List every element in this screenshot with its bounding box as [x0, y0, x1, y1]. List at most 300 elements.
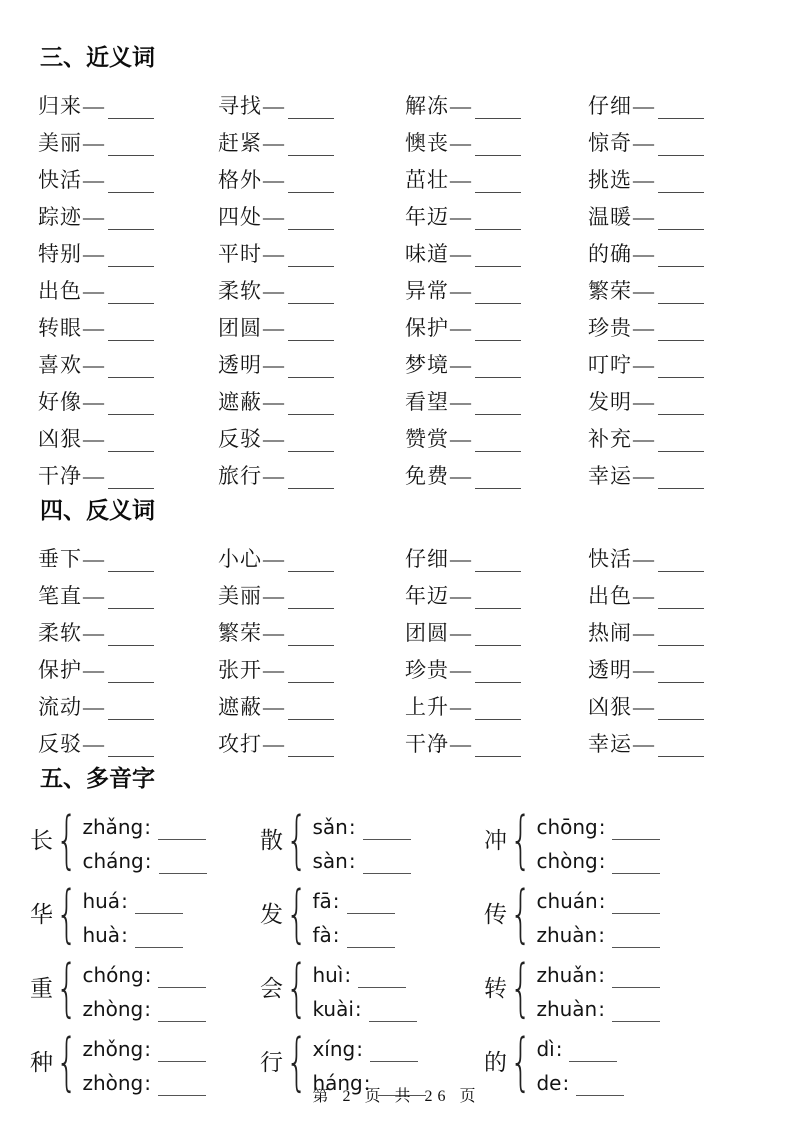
pinyin-text: zhòng [82, 1071, 144, 1095]
pinyin-text: dì [536, 1037, 555, 1061]
dash-separator: — [450, 168, 471, 192]
dash-separator: — [633, 353, 654, 377]
answer-blank [288, 257, 334, 267]
word-text: 转眼 [38, 316, 82, 340]
answer-blank [658, 442, 704, 452]
word-text: 上升 [405, 695, 449, 719]
word-entry [38, 378, 218, 415]
answer-blank [108, 368, 154, 378]
reading-line [312, 914, 394, 948]
word-entry [405, 720, 588, 757]
pinyin-text: zhuàn [536, 997, 598, 1021]
answer-blank [612, 905, 660, 914]
pinyin-text: huà [82, 923, 121, 947]
word-entry [218, 156, 405, 193]
dash-separator: — [263, 732, 284, 756]
answer-blank [363, 831, 411, 840]
dash-separator: — [263, 658, 284, 682]
word-text: 解冻 [405, 94, 449, 118]
colon-separator: : [144, 1037, 151, 1061]
word-text: 珍贵 [588, 316, 632, 340]
dash-separator: — [633, 94, 654, 118]
dash-separator: — [633, 279, 654, 303]
dash-separator: — [450, 584, 471, 608]
readings-list [312, 806, 410, 874]
pinyin-text: chòng [536, 849, 598, 873]
word-text: 珍贵 [405, 658, 449, 682]
word-text: 张开 [218, 658, 262, 682]
reading-line [312, 954, 416, 988]
answer-blank [475, 442, 521, 452]
reading-line [82, 840, 206, 874]
readings-list [536, 880, 660, 948]
colon-separator: : [562, 1071, 570, 1095]
word-entry [218, 535, 405, 572]
dash-separator: — [83, 621, 104, 645]
word-entry [588, 683, 763, 720]
polyphone-character: 传 [484, 901, 507, 927]
answer-blank [658, 562, 704, 572]
readings-list [312, 954, 416, 1022]
word-text: 茁壮 [405, 168, 449, 192]
colon-separator: : [121, 889, 128, 913]
word-entry [405, 415, 588, 452]
answer-blank [658, 636, 704, 646]
dash-separator: — [263, 131, 284, 155]
word-text: 特别 [38, 242, 82, 266]
pinyin-text: huá [82, 889, 121, 913]
left-brace-icon: { [509, 1025, 532, 1098]
reading-line [82, 914, 182, 948]
dash-separator: — [633, 316, 654, 340]
word-text: 寻找 [218, 94, 262, 118]
word-entry [405, 341, 588, 378]
answer-blank [108, 294, 154, 304]
word-text: 快活 [588, 547, 632, 571]
colon-separator: : [144, 1071, 151, 1095]
word-entry [405, 156, 588, 193]
answer-blank [288, 747, 334, 757]
word-text: 热闹 [588, 621, 632, 645]
polyphone-item [260, 951, 484, 1025]
dash-separator: — [83, 464, 104, 488]
answer-blank [288, 673, 334, 683]
reading-line [536, 914, 660, 948]
dash-separator: — [263, 205, 284, 229]
word-text: 透明 [218, 353, 262, 377]
left-brace-icon: { [285, 951, 308, 1024]
answer-blank [288, 294, 334, 304]
word-entry [218, 341, 405, 378]
dash-separator: — [450, 732, 471, 756]
colon-separator: : [598, 997, 605, 1021]
answer-blank [475, 673, 521, 683]
answer-blank [658, 673, 704, 683]
word-text: 梦境 [405, 353, 449, 377]
section-synonyms [38, 42, 763, 489]
pinyin-text: cháng [82, 849, 144, 873]
colon-separator: : [144, 815, 152, 839]
word-entry [588, 378, 763, 415]
word-entry [405, 535, 588, 572]
dash-separator: — [633, 621, 654, 645]
answer-blank [358, 979, 406, 988]
dash-separator: — [633, 584, 654, 608]
word-text: 好像 [38, 390, 82, 414]
answer-blank [658, 146, 704, 156]
polyphone-item [484, 877, 763, 951]
word-entry [588, 609, 763, 646]
answer-blank [108, 405, 154, 415]
word-text: 快活 [38, 168, 82, 192]
left-brace-icon: { [55, 951, 78, 1024]
answer-blank [475, 405, 521, 415]
answer-blank [658, 710, 704, 720]
answer-blank [475, 747, 521, 757]
answer-blank [108, 146, 154, 156]
page-number-label: 第 2 页 共 26 页 [312, 1088, 481, 1105]
dash-separator: — [633, 131, 654, 155]
word-entry [218, 452, 405, 489]
word-text: 繁荣 [588, 279, 632, 303]
answer-blank [363, 865, 411, 874]
readings-list [536, 954, 660, 1022]
answer-blank [288, 146, 334, 156]
pinyin-text: kuài [312, 997, 354, 1021]
dash-separator: — [633, 168, 654, 192]
dash-separator: — [83, 205, 104, 229]
word-entry [218, 683, 405, 720]
word-entry [218, 720, 405, 757]
word-text: 遮蔽 [218, 695, 262, 719]
pinyin-text: háng [312, 1071, 363, 1095]
readings-list [82, 954, 206, 1022]
colon-separator: : [363, 1071, 371, 1095]
dash-separator: — [263, 168, 284, 192]
dash-separator: — [83, 584, 104, 608]
dash-separator: — [83, 131, 104, 155]
word-text: 四处 [218, 205, 262, 229]
dash-separator: — [633, 464, 654, 488]
left-brace-icon: { [55, 877, 78, 950]
word-text: 赶紧 [218, 131, 262, 155]
dash-separator: — [450, 279, 471, 303]
answer-blank [108, 673, 154, 683]
dash-separator: — [263, 547, 284, 571]
word-entry [218, 378, 405, 415]
pinyin-text: fā [312, 889, 332, 913]
word-entry [38, 415, 218, 452]
word-entry [588, 119, 763, 156]
dash-separator: — [263, 464, 284, 488]
answer-blank [612, 831, 660, 840]
answer-blank [288, 109, 334, 119]
colon-separator: : [598, 923, 605, 947]
word-text: 笔直 [38, 584, 82, 608]
dash-separator: — [450, 316, 471, 340]
word-text: 反驳 [38, 732, 82, 756]
colon-separator: : [598, 889, 606, 913]
word-text: 年迈 [405, 205, 449, 229]
polyphone-character: 散 [260, 827, 283, 853]
pinyin-text: zhǒng [82, 1037, 144, 1061]
word-text: 幸运 [588, 464, 632, 488]
word-text: 小心 [218, 547, 262, 571]
word-text: 美丽 [38, 131, 82, 155]
word-entry [38, 119, 218, 156]
reading-line [536, 1028, 624, 1062]
left-brace-icon: { [285, 803, 308, 876]
word-text: 团圆 [218, 316, 262, 340]
reading-line [82, 988, 206, 1022]
word-text: 免费 [405, 464, 449, 488]
word-entry [38, 82, 218, 119]
word-text: 懊丧 [405, 131, 449, 155]
word-entry [218, 572, 405, 609]
answer-blank [288, 479, 334, 489]
reading-line [312, 988, 416, 1022]
answer-blank [658, 183, 704, 193]
answer-blank [158, 831, 206, 840]
dash-separator: — [83, 279, 104, 303]
answer-blank [475, 331, 521, 341]
readings-list [536, 806, 660, 874]
page-footer [0, 1083, 793, 1106]
word-text: 温暖 [588, 205, 632, 229]
dash-separator: — [633, 732, 654, 756]
word-text: 惊奇 [588, 131, 632, 155]
word-entry [588, 535, 763, 572]
answer-blank [288, 368, 334, 378]
answer-blank [569, 1053, 617, 1062]
word-entry [218, 304, 405, 341]
word-entry [38, 609, 218, 646]
word-entry [588, 193, 763, 230]
polyphone-item [484, 803, 763, 877]
word-text: 叮咛 [588, 353, 632, 377]
word-text: 仔细 [405, 547, 449, 571]
answer-blank [108, 636, 154, 646]
dash-separator: — [633, 547, 654, 571]
reading-line [312, 1028, 425, 1062]
pinyin-text: zhuǎn [536, 963, 598, 987]
answer-blank [612, 865, 660, 874]
left-brace-icon: { [509, 803, 532, 876]
word-text: 格外 [218, 168, 262, 192]
polyphone-character: 冲 [484, 827, 507, 853]
answer-blank [108, 599, 154, 609]
answer-blank [108, 479, 154, 489]
dash-separator: — [450, 205, 471, 229]
word-text: 赞赏 [405, 427, 449, 451]
word-text: 挑选 [588, 168, 632, 192]
word-entry [38, 156, 218, 193]
colon-separator: : [348, 815, 356, 839]
word-entry [38, 720, 218, 757]
pinyin-text: chóng [82, 963, 144, 987]
word-text: 出色 [38, 279, 82, 303]
word-text: 归来 [38, 94, 82, 118]
answer-blank [158, 979, 206, 988]
polyphone-character: 发 [260, 901, 283, 927]
dash-separator: — [633, 658, 654, 682]
reading-line [312, 880, 394, 914]
colon-separator: : [598, 849, 606, 873]
dash-separator: — [633, 242, 654, 266]
colon-separator: : [144, 963, 152, 987]
answer-blank [475, 710, 521, 720]
polyphone-character: 长 [30, 827, 53, 853]
pinyin-text: sàn [312, 849, 348, 873]
section-synonyms-title: 三、近义词 [40, 44, 155, 70]
dash-separator: — [83, 168, 104, 192]
word-entry [218, 267, 405, 304]
answer-blank [108, 220, 154, 230]
answer-blank [288, 442, 334, 452]
word-text: 凶狠 [38, 427, 82, 451]
answer-blank [475, 220, 521, 230]
polyphone-character: 的 [484, 1049, 507, 1075]
dash-separator: — [263, 94, 284, 118]
word-entry [38, 341, 218, 378]
word-text: 透明 [588, 658, 632, 682]
answer-blank [288, 562, 334, 572]
word-entry [588, 572, 763, 609]
left-brace-icon: { [55, 1025, 78, 1098]
colon-separator: : [121, 923, 128, 947]
word-text: 干净 [405, 732, 449, 756]
word-entry [588, 304, 763, 341]
answer-blank [475, 257, 521, 267]
reading-line [536, 954, 660, 988]
answer-blank [475, 479, 521, 489]
word-entry [405, 304, 588, 341]
section-antonyms-title: 四、反义词 [40, 497, 155, 523]
reading-line [536, 840, 660, 874]
answer-blank [158, 1013, 206, 1022]
word-entry [218, 646, 405, 683]
answer-blank [475, 599, 521, 609]
dash-separator: — [263, 279, 284, 303]
word-entry [588, 720, 763, 757]
reading-line [312, 840, 410, 874]
word-entry [38, 267, 218, 304]
colon-separator: : [348, 849, 356, 873]
answer-blank [108, 183, 154, 193]
word-entry [588, 267, 763, 304]
word-text: 幸运 [588, 732, 632, 756]
dash-separator: — [83, 353, 104, 377]
word-text: 柔软 [218, 279, 262, 303]
answer-blank [288, 331, 334, 341]
pinyin-text: fà [312, 923, 332, 947]
colon-separator: : [598, 963, 605, 987]
word-text: 的确 [588, 242, 632, 266]
colon-separator: : [356, 1037, 363, 1061]
word-text: 平时 [218, 242, 262, 266]
word-text: 喜欢 [38, 353, 82, 377]
reading-line [82, 806, 206, 840]
word-text: 垂下 [38, 547, 82, 571]
answer-blank [347, 939, 395, 948]
dash-separator: — [450, 94, 471, 118]
polyphone-item [484, 951, 763, 1025]
readings-list [82, 880, 182, 948]
pinyin-text: zhòng [82, 997, 144, 1021]
word-text: 攻打 [218, 732, 262, 756]
answer-blank [108, 442, 154, 452]
left-brace-icon: { [509, 877, 532, 950]
answer-blank [135, 939, 183, 948]
word-entry [588, 646, 763, 683]
answer-blank [369, 1013, 417, 1022]
section-polyphones [30, 763, 763, 1099]
dash-separator: — [450, 390, 471, 414]
dash-separator: — [450, 242, 471, 266]
word-entry [405, 267, 588, 304]
reading-line [536, 880, 660, 914]
word-entry [405, 82, 588, 119]
section-polyphones-title: 五、多音字 [40, 765, 155, 791]
answer-blank [108, 747, 154, 757]
dash-separator: — [450, 464, 471, 488]
readings-list [82, 806, 206, 874]
word-entry [218, 230, 405, 267]
answer-blank [658, 599, 704, 609]
answer-blank [475, 183, 521, 193]
answer-blank [370, 1053, 418, 1062]
answer-blank [288, 220, 334, 230]
word-text: 补充 [588, 427, 632, 451]
polyphone-character: 种 [30, 1049, 53, 1075]
answer-blank [658, 331, 704, 341]
word-text: 保护 [405, 316, 449, 340]
polyphone-item [30, 877, 260, 951]
word-text: 味道 [405, 242, 449, 266]
colon-separator: : [344, 963, 352, 987]
answer-blank [475, 562, 521, 572]
readings-list [312, 880, 394, 948]
answer-blank [108, 331, 154, 341]
word-text: 踪迹 [38, 205, 82, 229]
word-text: 仔细 [588, 94, 632, 118]
dash-separator: — [263, 695, 284, 719]
dash-separator: — [450, 353, 471, 377]
answer-blank [158, 1053, 206, 1062]
dash-separator: — [450, 695, 471, 719]
word-entry [588, 452, 763, 489]
dash-separator: — [83, 390, 104, 414]
polyphone-item [30, 803, 260, 877]
word-text: 发明 [588, 390, 632, 414]
word-text: 美丽 [218, 584, 262, 608]
word-entry [218, 415, 405, 452]
answer-blank [612, 979, 660, 988]
word-entry [38, 535, 218, 572]
word-text: 流动 [38, 695, 82, 719]
word-entry [588, 415, 763, 452]
answer-blank [658, 109, 704, 119]
dash-separator: — [83, 94, 104, 118]
pinyin-text: sǎn [312, 815, 348, 839]
pinyin-text: de [536, 1071, 562, 1095]
word-entry [405, 572, 588, 609]
word-text: 柔软 [38, 621, 82, 645]
dash-separator: — [263, 353, 284, 377]
word-entry [218, 193, 405, 230]
left-brace-icon: { [285, 877, 308, 950]
answer-blank [658, 368, 704, 378]
